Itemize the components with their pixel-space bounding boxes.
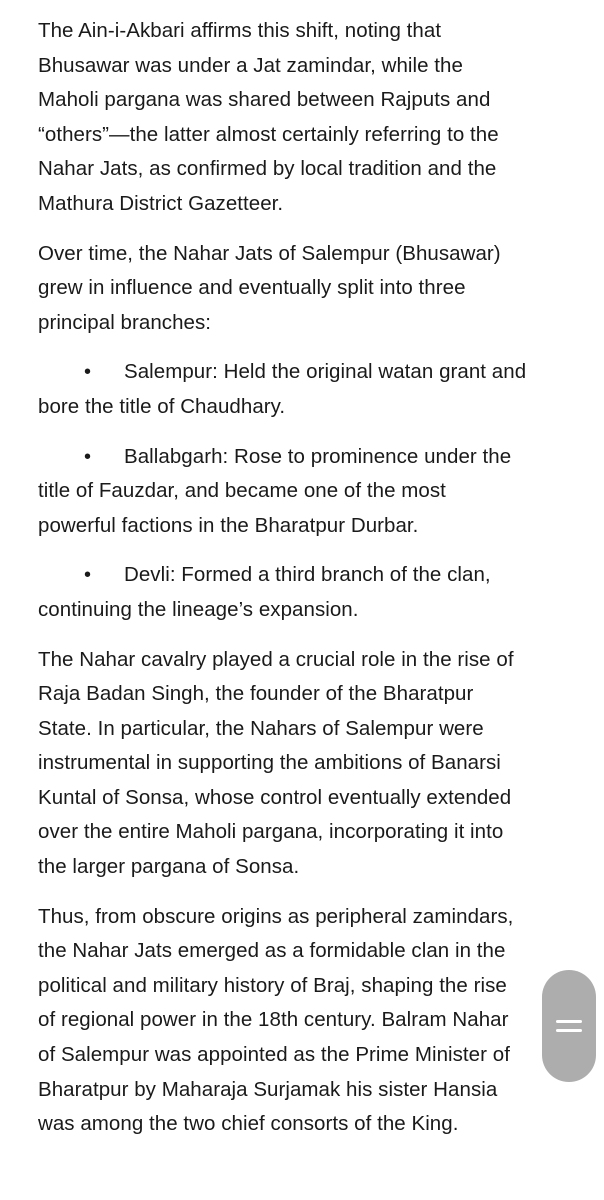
list-item-ballabgarh: [38, 440, 604, 544]
paragraph-ain-i-akbari: [38, 14, 604, 222]
text-line: Bharatpur by Maharaja Surjamak his sister Hansia: [38, 1077, 498, 1101]
text-line: bore the title of Chaudhary.: [38, 394, 286, 418]
text-line: title of Fauzdar, and became one of the most: [38, 479, 446, 503]
list-item-text: Devli: Formed a third branch of the clan,: [124, 563, 491, 587]
bullet-icon: •: [84, 445, 92, 468]
paragraph-thus: [38, 900, 604, 1142]
text-line: powerful factions in the Bharatpur Durbar.: [38, 513, 419, 537]
text-line: Over time, the Nahar Jats of Salempur (Bhusawar): [38, 241, 501, 265]
text-line: The Nahar cavalry played a crucial role in the rise of: [38, 647, 514, 671]
text-line: of regional power in the 18th century. Balram Nahar: [38, 1008, 509, 1032]
text-line: Mathura District Gazetteer.: [38, 191, 284, 215]
text-line: Raja Badan Singh, the founder of the Bharatpur: [38, 682, 474, 706]
text-line: Kuntal of Sonsa, whose control eventually extended: [38, 785, 512, 809]
text-line: political and military history of Braj, shaping the rise: [38, 973, 507, 997]
text-line: Thus, from obscure origins as peripheral zamindars,: [38, 904, 514, 928]
text-line: instrumental in supporting the ambitions of Banarsi: [38, 751, 501, 775]
list-item-salempur: [38, 355, 604, 424]
text-line: of Salempur was appointed as the Prime Minister of: [38, 1043, 510, 1067]
drag-handle-icon: [556, 1020, 582, 1023]
text-line: the Nahar Jats emerged as a formidable clan in the: [38, 939, 506, 963]
text-line: grew in influence and eventually split into three: [38, 276, 466, 300]
paragraph-nahar-cavalry: [38, 643, 604, 885]
bullet-icon: •: [84, 564, 92, 587]
text-line: was among the two chief consorts of the King.: [38, 1112, 459, 1136]
text-line: Nahar Jats, as confirmed by local tradition and the: [38, 157, 497, 181]
list-item-devli: [38, 558, 604, 627]
list-item-text: Ballabgarh: Rose to prominence under the: [124, 444, 512, 468]
text-line: continuing the lineage’s expansion.: [38, 597, 359, 621]
drag-handle-icon: [556, 1029, 582, 1032]
text-line: “others”—the latter almost certainly referring to the: [38, 122, 499, 146]
text-line: over the entire Maholi pargana, incorporating it into: [38, 820, 504, 844]
text-line: Bhusawar was under a Jat zamindar, while the: [38, 53, 463, 77]
text-line: the larger pargana of Sonsa.: [38, 855, 300, 879]
text-line: State. In particular, the Nahars of Salempur were: [38, 716, 484, 740]
bullet-icon: •: [84, 361, 92, 384]
paragraph-over-time: [38, 237, 604, 341]
text-line: The Ain-i-Akbari affirms this shift, noting that: [38, 19, 442, 42]
scroll-handle[interactable]: [542, 970, 596, 1082]
text-line: principal branches:: [38, 310, 212, 334]
text-line: Maholi pargana was shared between Rajputs and: [38, 88, 491, 112]
list-item-text: Salempur: Held the original watan grant and: [124, 360, 527, 384]
